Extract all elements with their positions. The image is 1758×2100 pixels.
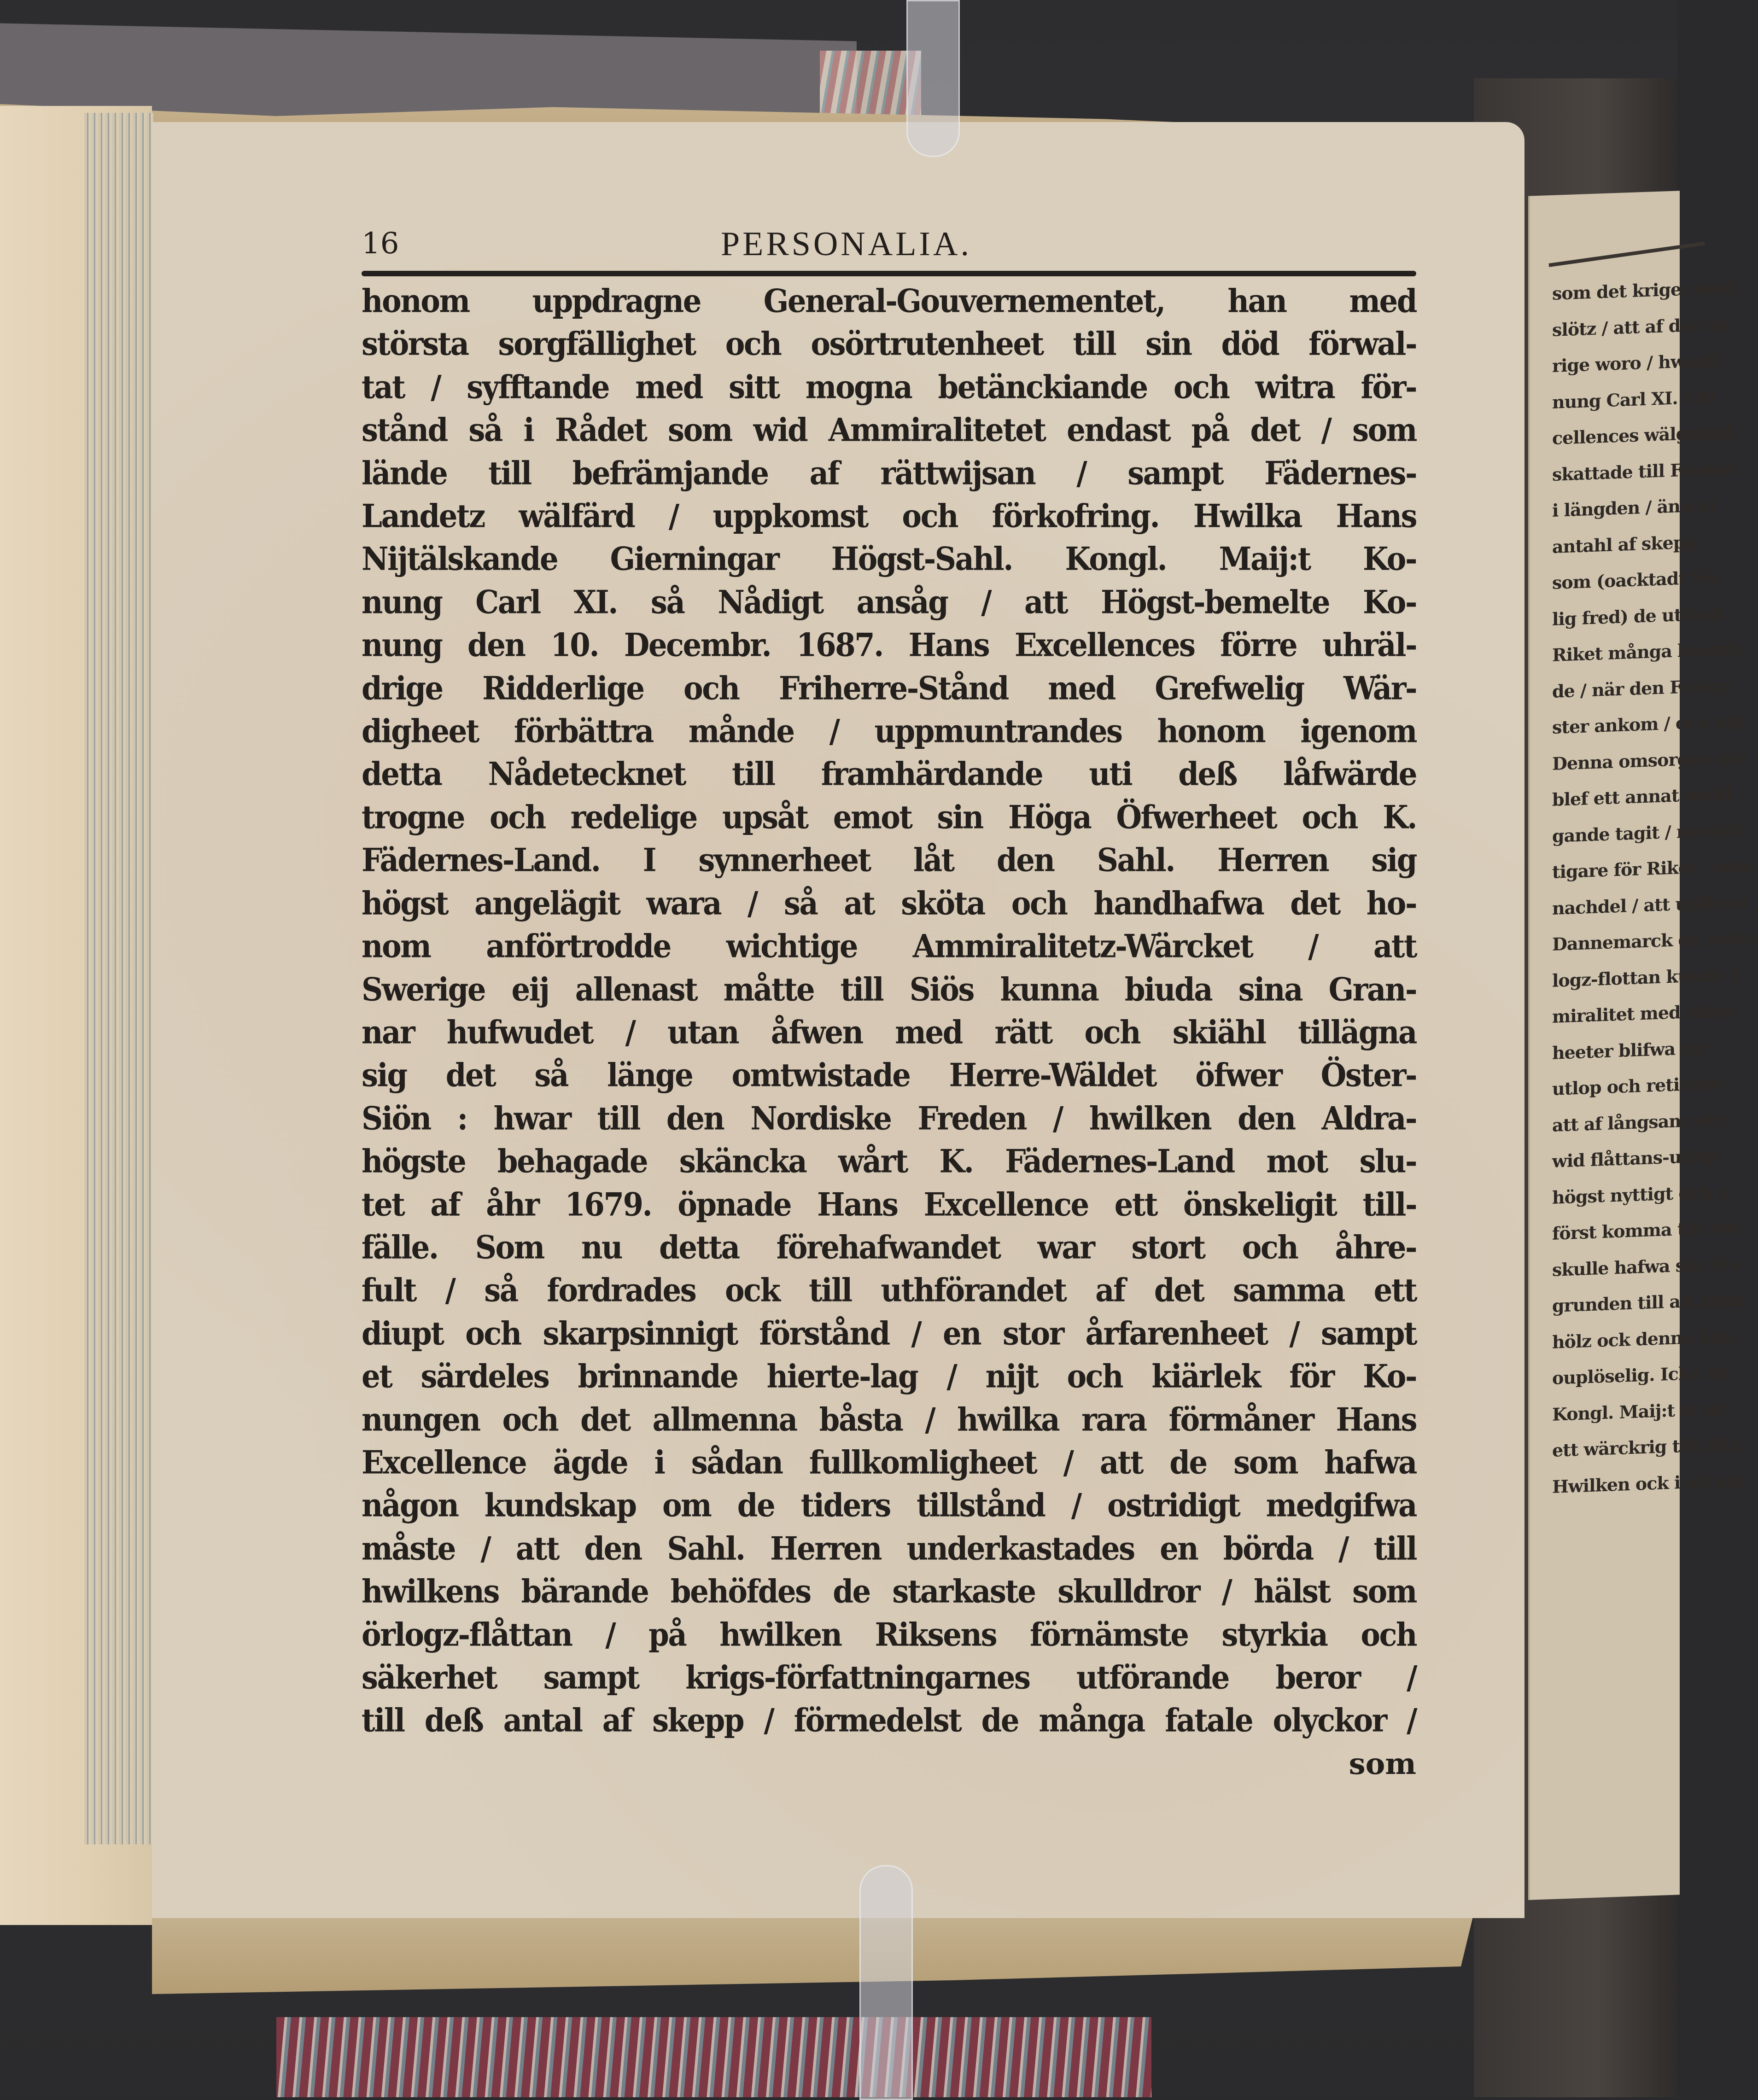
text-line: Siön : hwar till den Nordiske Freden / hwilken den Aldra- — [362, 1100, 1416, 1138]
text-line: nungen och det allmenna båsta / hwilka rara förmåner Hans — [362, 1401, 1416, 1439]
text-line: tat / syfftande med sitt mogna betänckiande och witra för- — [362, 368, 1416, 406]
page-header — [362, 221, 1421, 262]
text-line: honom uppdragne General-Gouvernementet, han med — [362, 282, 1416, 320]
text-line: Swerige eij allenast måtte till Siös kunna biuda sina Gran- — [362, 971, 1416, 1009]
facing-page-rule — [1549, 242, 1705, 267]
facing-text-line: högst nyttigt och o — [1552, 1181, 1729, 1208]
text-line: hwilkens bärande behöfdes de starkaste skulldror / hälst som — [362, 1573, 1416, 1611]
facing-text-line: slötz / att af den sa — [1552, 313, 1729, 340]
facing-text-line: de / när den Framp — [1552, 674, 1731, 702]
facing-text-line: antahl af skepp / — [1552, 531, 1709, 557]
text-line: Excellence ägde i sådan fullkomligheet / att de som hafwa — [362, 1444, 1416, 1482]
text-line: Fädernes-Land. I synnerheet låt den Sahl. Herren sig — [362, 842, 1416, 880]
text-line: största sorgfällighet och osörtrutenheet till sin död förwal- — [362, 326, 1416, 363]
facing-text-line: skulle hafwa sin Sta — [1552, 1253, 1740, 1280]
marbled-endpaper-top — [820, 51, 921, 115]
marbled-endpaper-bottom — [276, 2017, 1151, 2097]
facing-text-line: nachdel / att upfinna — [1552, 891, 1748, 919]
facing-text-line: heeter blifwa inr — [1552, 1037, 1708, 1063]
text-line: diupt och skarpsinnigt förstånd / en stor årfarenheet / sampt — [362, 1315, 1416, 1353]
text-line: högste behagade skäncka wårt K. Fädernes-Land mot slu- — [362, 1143, 1416, 1181]
facing-text-line: att af långsam win — [1552, 1108, 1726, 1136]
facing-text-line: miralitet med skiep — [1552, 1000, 1736, 1027]
facing-text-line: lig fred) de utländ — [1552, 602, 1723, 630]
text-line: digheet förbättra månde / uppmuntrandes honom igenom — [362, 713, 1416, 751]
text-line: nar hufwudet / utan åfwen med rätt och skiähl tillägna — [362, 1014, 1416, 1051]
text-line: et särdeles brinnande hierte-lag / nijt och kiärlek för Ko- — [362, 1358, 1416, 1396]
text-line: örlogz-flåttan / på hwilken Riksens förnämste styrkia och — [362, 1616, 1416, 1654]
text-line: nom anförtrodde wichtige Ammiralitetz-Wärcket / att — [362, 928, 1416, 966]
facing-text-line: Riket många beämb — [1552, 638, 1741, 665]
page-number: 16 — [362, 227, 399, 261]
catchword: som — [1349, 1746, 1416, 1781]
text-line: till deß antal af skepp / förmedelst de många fatale olyckor / — [362, 1702, 1416, 1740]
text-block — [362, 221, 1421, 1785]
facing-text-line: Kongl. Maij:t at ut — [1552, 1398, 1724, 1425]
page-fore-edges — [84, 113, 153, 1844]
facing-page — [1528, 191, 1758, 1900]
facing-text-line: skattade till Freden — [1552, 457, 1736, 485]
facing-text-line: tigare för Riket / sam — [1552, 854, 1752, 882]
text-line: Nijtälskande Gierningar Högst-Sahl. Kongl. Maij:t Ko- — [362, 541, 1416, 578]
text-line: tet af åhr 1679. öpnade Hans Excellence ett önskeligit till- — [362, 1186, 1416, 1224]
facing-text-line: Dannemarck en säker — [1552, 927, 1758, 955]
facing-text-line: som (oacktadt Sw — [1552, 566, 1719, 593]
page-clip-top — [906, 0, 960, 157]
facing-text-line: i längden / änn at — [1552, 494, 1717, 521]
text-line: högst angelägit wara / så at sköta och handhafwa det ho- — [362, 885, 1416, 922]
facing-text-line: nung Carl XI. Glo — [1552, 386, 1716, 413]
text-line: fälle. Som nu detta förehafwandet war stort och åhre- — [362, 1229, 1416, 1266]
facing-text-line: Hwilken ock i all sin — [1552, 1469, 1743, 1497]
facing-text-line: cellences wälgrund — [1552, 421, 1733, 449]
text-line: sig det så länge omtwistade Herre-Wäldet öfwer Öster- — [362, 1057, 1416, 1095]
facing-text-line: först komma till stu — [1552, 1216, 1739, 1244]
facing-text-line: blef ett annat mähl — [1552, 783, 1732, 810]
facing-text-line: Denna omsorgen om — [1552, 746, 1747, 774]
text-line: måste / att den Sahl. Herren underkastades en börda / till — [362, 1530, 1416, 1568]
text-line: nung Carl XI. så Nådigt ansåg / att Högst-bemelte Ko- — [362, 583, 1416, 621]
facing-text-line: utlop och retirade — [1552, 1073, 1722, 1099]
body-text — [362, 280, 1421, 1743]
facing-text-line: hölz ock denna kun — [1552, 1325, 1735, 1353]
running-head: PERSONALIA. — [721, 225, 972, 263]
facing-text-line: gande tagit / nembli — [1552, 819, 1742, 846]
text-line: fult / så fordrades ock till uthförandet af det samma ett — [362, 1272, 1416, 1310]
text-line: nung den 10. Decembr. 1687. Hans Excellences förre uhräl- — [362, 627, 1416, 665]
facing-text-line: ouplöselig. Icke de — [1552, 1361, 1729, 1388]
facing-text-line: rige woro / hwarfö — [1552, 349, 1723, 376]
text-line: stånd så i Rådet som wid Ammiralitetet endast på det / som — [362, 412, 1416, 449]
text-line: säkerhet sampt krigs-författningarnes utförande beror / — [362, 1659, 1416, 1697]
text-line: drige Ridderlige och Friherre-Stånd med Grefwelig Wär- — [362, 670, 1416, 707]
text-line: detta Nådetecknet till framhärdande uti deß låfwärde — [362, 756, 1416, 793]
facing-text-line: ett wärckrig till affa — [1552, 1433, 1740, 1461]
text-line: lände till befrämjande af rättwijsan / sampt Fädernes- — [362, 455, 1416, 492]
facing-text-line: ster ankom / och sig — [1552, 710, 1742, 738]
facing-text-line: grunden till alt anna — [1552, 1289, 1746, 1316]
text-line: Landetz wälfärd / uppkomst och förkofring. Hwilka Hans — [362, 498, 1416, 536]
page-clip-bottom — [859, 1865, 913, 2100]
header-rule — [362, 271, 1416, 276]
facing-page-text — [1552, 271, 1758, 1505]
text-line: trogne och redelige upsåt emot sin Höga Öfwerheet och K. — [362, 799, 1416, 836]
facing-text-line: som det kriget med — [1552, 277, 1735, 304]
facing-text-line: wid flåttans-utlöp — [1552, 1145, 1718, 1172]
text-line: någon kundskap om de tiders tillstånd / ostridigt medgifwa — [362, 1487, 1416, 1525]
facing-text-line: logz-flottan kunde f — [1552, 963, 1738, 991]
